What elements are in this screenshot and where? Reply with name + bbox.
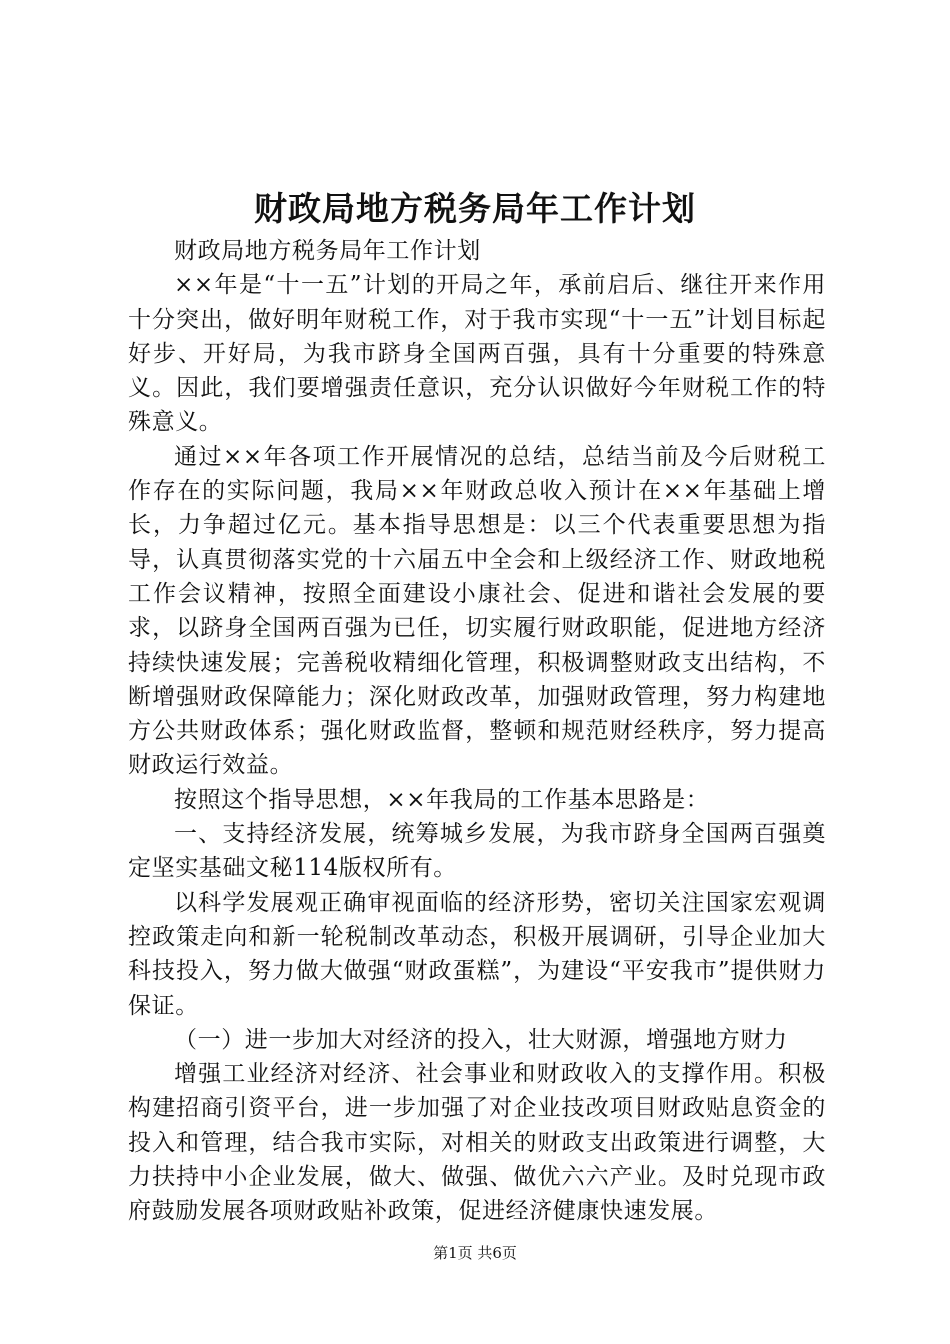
paragraph-industrial-economy: 增强工业经济对经济、社会事业和财政收入的支撑作用。积极构建招商引资平台，进一步加强了对企业技改项目财政贴息资金的投入和管理，结合我市实际，对相关的财政支出政策进行调整，大力扶持中小企业发展，做大、做强、做优六六产业。及时兑现市政府鼓励发展各项财政贴补政策，促进经济健康快速发展。 (128, 1061, 826, 1225)
paragraph-intro: ××年是“十一五”计划的开局之年，承前启后、继往开来作用十分突出，做好明年财税工作，对于我市实现“十一五”计划目标起好步、开好局，为我市跻身全国两百强，具有十分重要的特殊意义。因此，我们要增强责任意识，充分认识做好今年财税工作的特殊意义。 (128, 272, 826, 436)
paragraph-basic-approach: 按照这个指导思想，××年我局的工作基本思路是： (174, 786, 710, 813)
page-footer: 第1页 共6页 (433, 1244, 517, 1262)
paragraph-section-one-heading: 一、支持经济发展，统筹城乡发展，为我市跻身全国两百强奠定坚实基础文秘114版权所有。 (128, 821, 826, 882)
paragraph-subsection-one-heading: （一）进一步加大对经济的投入，壮大财源，增强地方财力 (174, 1026, 788, 1053)
document-body (128, 234, 826, 1229)
paragraph-subtitle: 财政局地方税务局年工作计划 (174, 238, 481, 264)
paragraph-scientific-development: 以科学发展观正确审视面临的经济形势，密切关注国家宏观调控政策走向和新一轮税制改革动态，积极开展调研，引导企业加大科技投入，努力做大做强“财政蛋糕”，为建设“平安我市”提供财力保证。 (128, 889, 826, 1019)
document-title: 财政局地方税务局年工作计划 (254, 189, 696, 228)
paragraph-guiding-thought: 通过××年各项工作开展情况的总结，总结当前及今后财税工作存在的实际问题，我局××年财政总收入预计在××年基础上增长，力争超过亿元。基本指导思想是：以三个代表重要思想为指导，认真贯彻落实党的十六届五中全会和上级经济工作、财政地税工作会议精神，按照全面建设小康社会、促进和谐社会发展的要求，以跻身全国两百强为已任，切实履行财政职能，促进地方经济持续快速发展；完善税收精细化管理，积极调整财政支出结构，不断增强财政保障能力；深化财政改革，加强财政管理，努力构建地方公共财政体系；强化财政监督，整顿和规范财经秩序，努力提高财政运行效益。 (128, 443, 826, 779)
